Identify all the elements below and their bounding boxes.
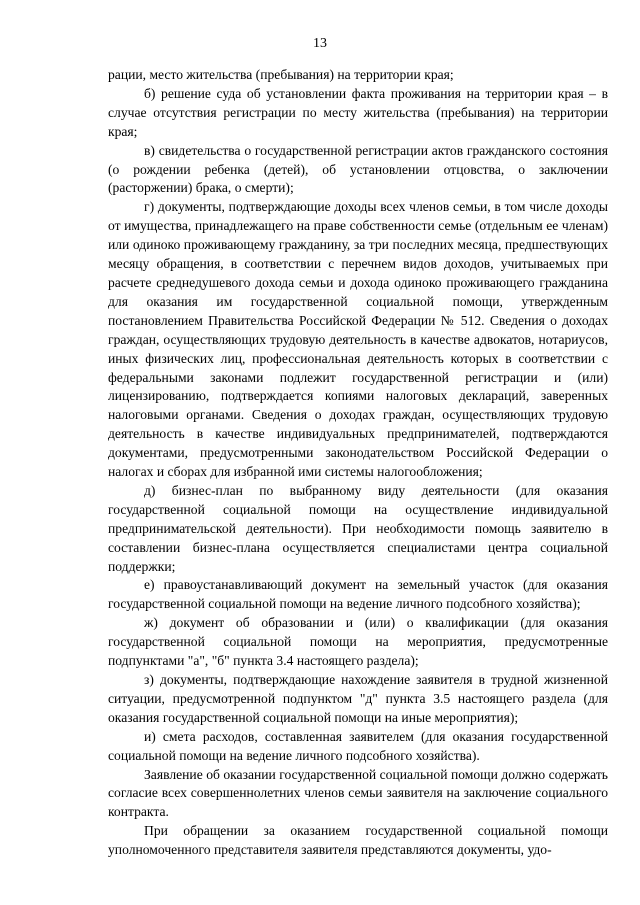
paragraph-representative: При обращении за оказанием государственной социальной помощи уполномоченного представителя заявителя представляются документы, удо- (108, 823, 608, 858)
paragraph-item-zh: ж) документ об образовании и (или) о квалификации (для оказания государственной социальной помощи на мероприятия, предусмотренные подпунктами "а", "б" пункта 3.4 настоящего раздела); (108, 615, 608, 669)
page-body (108, 66, 608, 860)
paragraph-consent: Заявление об оказании государственной социальной помощи должно содержать согласие всех совершеннолетних членов семьи заявителя на заключение социального контракта. (108, 766, 608, 820)
paragraph-item-d: д) бизнес-план по выбранному виду деятельности (для оказания государственной социальной помощи на осуществление индивидуальной предпринимательской деятельности). При необходимости помощь заявителю в составлении бизнес-плана осуществляется специалистами центра социальной поддержки; (108, 482, 608, 574)
paragraph-item-g: г) документы, подтверждающие доходы всех членов семьи, в том числе доходы от имущества, принадлежащего на праве собственности семье (отдельным ее членам) или одиноко проживающему гражданину, за три последних месяца, предшествующих месяцу обращения, в соответствии с перечнем видов доходов, учитываемых при расчете среднедушевого дохода семьи и дохода одиноко проживающего гражданина для оказания им государственной социальной помощи, утвержденным постановлением Правительства Российской Федерации № 512. Сведения о доходах граждан, осуществляющих трудовую деятельность в качестве адвокатов, нотариусов, иных физических лиц, профессиональная деятельность которых в соответствии с федеральными законами подлежит государственной регистрации и (или) лицензированию, подтверждается копиями налоговых деклараций, заверенных налоговыми органами. Сведения о доходах граждан, осуществляющих трудовую деятельность в качестве индивидуальных предпринимателей, подтверждаются документами, предусмотренными законодательством Российской Федерации о налогах и сборах для избранной ими системы налогообложения; (108, 199, 608, 480)
paragraph-item-v: в) свидетельства о государственной регистрации актов гражданского состояния (о рождении ребенка (детей), об установлении отцовства, о заключении (расторжении) брака, о смерти); (108, 142, 608, 196)
paragraph-continuation: рации, место жительства (пребывания) на территории края; (108, 67, 454, 82)
page-number: 13 (313, 36, 327, 51)
paragraph-item-z: з) документы, подтверждающие нахождение заявителя в трудной жизненной ситуации, предусмотренной подпунктом "д" пункта 3.5 настоящего раздела (для оказания государственной социальной помощи на иные мероприятия); (108, 672, 608, 725)
paragraph-item-e: е) правоустанавливающий документ на земельный участок (для оказания государственной социальной помощи на ведение личного подсобного хозяйства); (108, 577, 608, 612)
paragraph-item-b: б) решение суда об установлении факта проживания на территории края – в случае отсутствия регистрации по месту жительства (пребывания) на территории края; (108, 85, 608, 139)
paragraph-item-i: и) смета расходов, составленная заявителем (для оказания государственной социальной помощи на ведение личного подсобного хозяйства). (108, 728, 608, 763)
